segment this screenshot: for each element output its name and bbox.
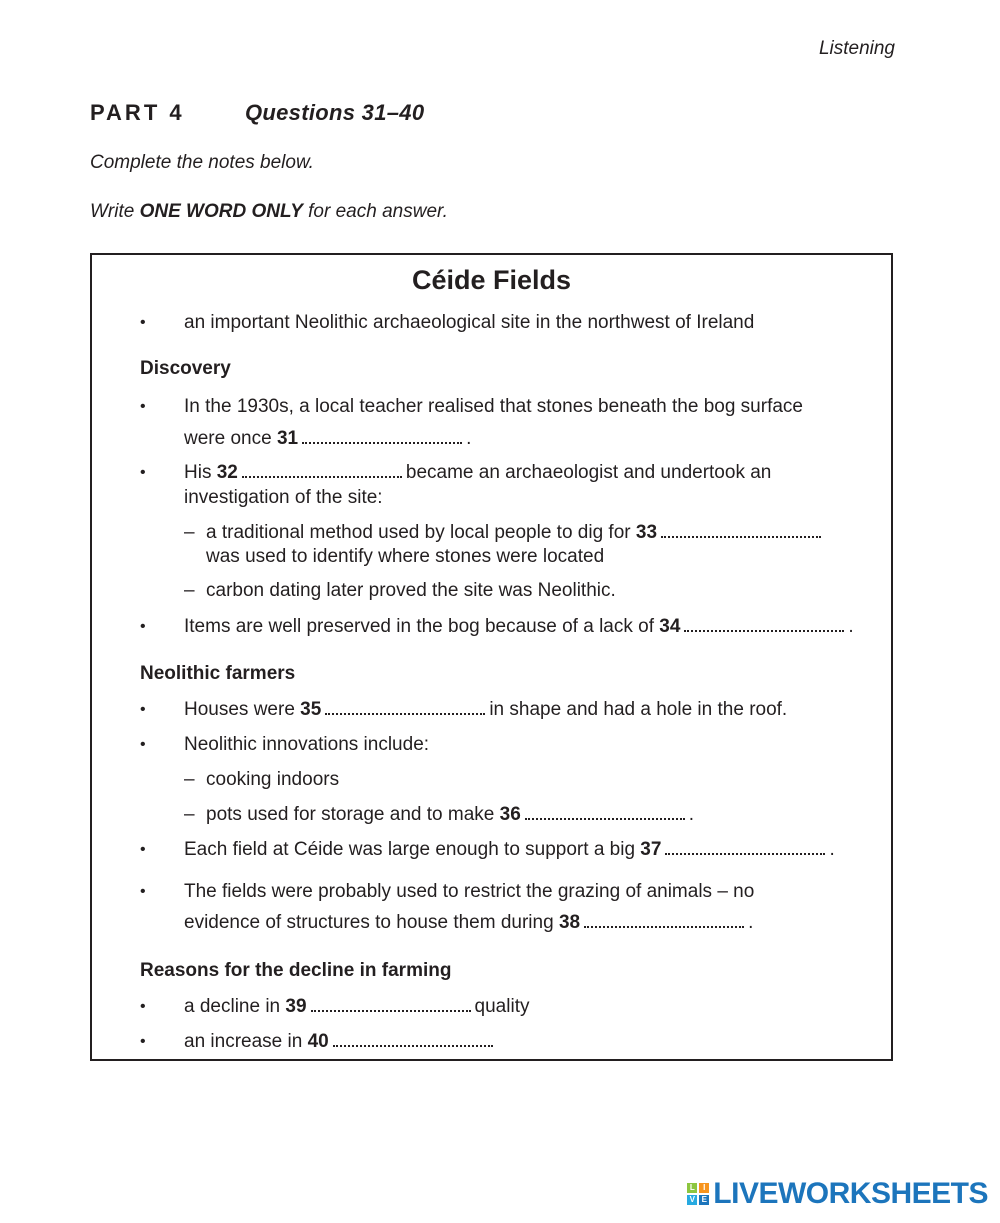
farmers-heading: Neolithic farmers [140, 663, 296, 684]
discovery-1-text: were once [184, 428, 277, 449]
discovery-1-line1: In the 1930s, a local teacher realised that stones beneath the bog surface [184, 396, 803, 417]
answer-blank-38[interactable] [584, 922, 744, 928]
instruction-complete: Complete the notes below. [90, 152, 314, 173]
answer-blank-36[interactable] [525, 814, 685, 820]
bullet-icon: • [140, 998, 146, 1015]
section-label: Listening [818, 38, 895, 59]
question-number-37: 37 [640, 839, 662, 860]
question-number-32: 32 [216, 462, 238, 483]
discovery-2-post: became an archaeologist and undertook an [405, 462, 772, 483]
question-number-39: 39 [285, 996, 307, 1017]
sub-1-pre: a traditional method used by local people to dig for [206, 522, 636, 543]
bullet-icon: • [140, 841, 146, 858]
answer-blank-34[interactable] [684, 626, 844, 632]
answer-blank-37[interactable] [665, 849, 825, 855]
question-number-33: 33 [635, 522, 658, 543]
farmers-1-pre: Houses were [184, 699, 301, 720]
instr-post: for each answer. [302, 201, 448, 222]
logo-letter: L [687, 1183, 697, 1193]
question-number-35: 35 [300, 699, 322, 720]
liveworksheets-icon [687, 1183, 709, 1205]
farmers-2-text: Neolithic innovations include: [184, 734, 430, 755]
logo-letter: V [687, 1195, 697, 1205]
answer-blank-32[interactable] [242, 472, 402, 478]
answer-blank-35[interactable] [325, 709, 485, 715]
notes-title: Céide Fields [411, 265, 572, 295]
decline-2-pre: an increase in [184, 1031, 308, 1052]
answer-blank-40[interactable] [333, 1041, 493, 1047]
farmers-sub-2-pre: pots used for storage and to make [206, 804, 500, 825]
period: . [688, 804, 695, 825]
discovery-2-line2: investigation of the site: [184, 487, 383, 508]
notes-box [90, 253, 893, 1061]
question-number-36: 36 [499, 804, 521, 825]
logo-letter: I [699, 1183, 709, 1193]
part-heading [90, 100, 425, 126]
instruction-word-limit [90, 201, 448, 223]
farmers-sub-1-text: cooking indoors [206, 769, 340, 790]
bullet-icon: • [140, 398, 146, 415]
dash-icon: – [184, 804, 195, 825]
bullet-icon: • [140, 314, 146, 331]
logo-letter: E [699, 1195, 709, 1205]
discovery-3-pre: Items are well preserved in the bog because of a lack of [184, 616, 660, 637]
bullet-icon: • [140, 701, 146, 718]
period: . [748, 912, 754, 933]
question-number-38: 38 [558, 912, 581, 933]
sub-2-text: carbon dating later proved the site was Neolithic. [206, 580, 616, 601]
answer-blank-39[interactable] [311, 1006, 471, 1012]
question-number-31: 31 [276, 428, 299, 449]
bullet-icon: • [140, 464, 146, 481]
questions-range: Questions 31–40 [245, 100, 425, 125]
question-number-40: 40 [307, 1031, 329, 1052]
part-label: PART 4 [90, 100, 185, 125]
decline-heading: Reasons for the decline in farming [140, 960, 452, 981]
liveworksheets-logo [687, 1177, 988, 1211]
farmers-1-post: in shape and had a hole in the roof. [489, 699, 788, 720]
period: . [466, 428, 472, 449]
period: . [829, 839, 835, 860]
period: . [848, 616, 854, 637]
sub-1-line2: was used to identify where stones were located [206, 546, 605, 567]
bullet-icon: • [140, 1033, 146, 1050]
bullet-icon: • [140, 618, 146, 635]
intro-text: an important Neolithic archaeological site in the northwest of Ireland [184, 312, 755, 333]
bullet-icon: • [140, 883, 146, 900]
farmers-3-pre: Each field at Céide was large enough to support a big [184, 839, 641, 860]
farmers-4-line1: The fields were probably used to restrict the grazing of animals – no [184, 881, 755, 902]
logo-text: LIVEWORKSHEETS [713, 1177, 988, 1210]
dash-icon: – [184, 522, 195, 543]
dash-icon: – [184, 580, 195, 601]
instr-bold: ONE WORD ONLY [139, 201, 303, 222]
dash-icon: – [184, 769, 195, 790]
answer-blank-31[interactable] [302, 438, 462, 444]
bullet-icon: • [140, 736, 146, 753]
instr-pre: Write [90, 201, 140, 222]
discovery-heading: Discovery [140, 358, 231, 379]
decline-1-post: quality [474, 996, 530, 1017]
farmers-4-pre: evidence of structures to house them during [184, 912, 559, 933]
answer-blank-33[interactable] [661, 532, 821, 538]
question-number-34: 34 [659, 616, 681, 637]
decline-1-pre: a decline in [184, 996, 286, 1017]
discovery-2-pre: His [184, 462, 217, 483]
